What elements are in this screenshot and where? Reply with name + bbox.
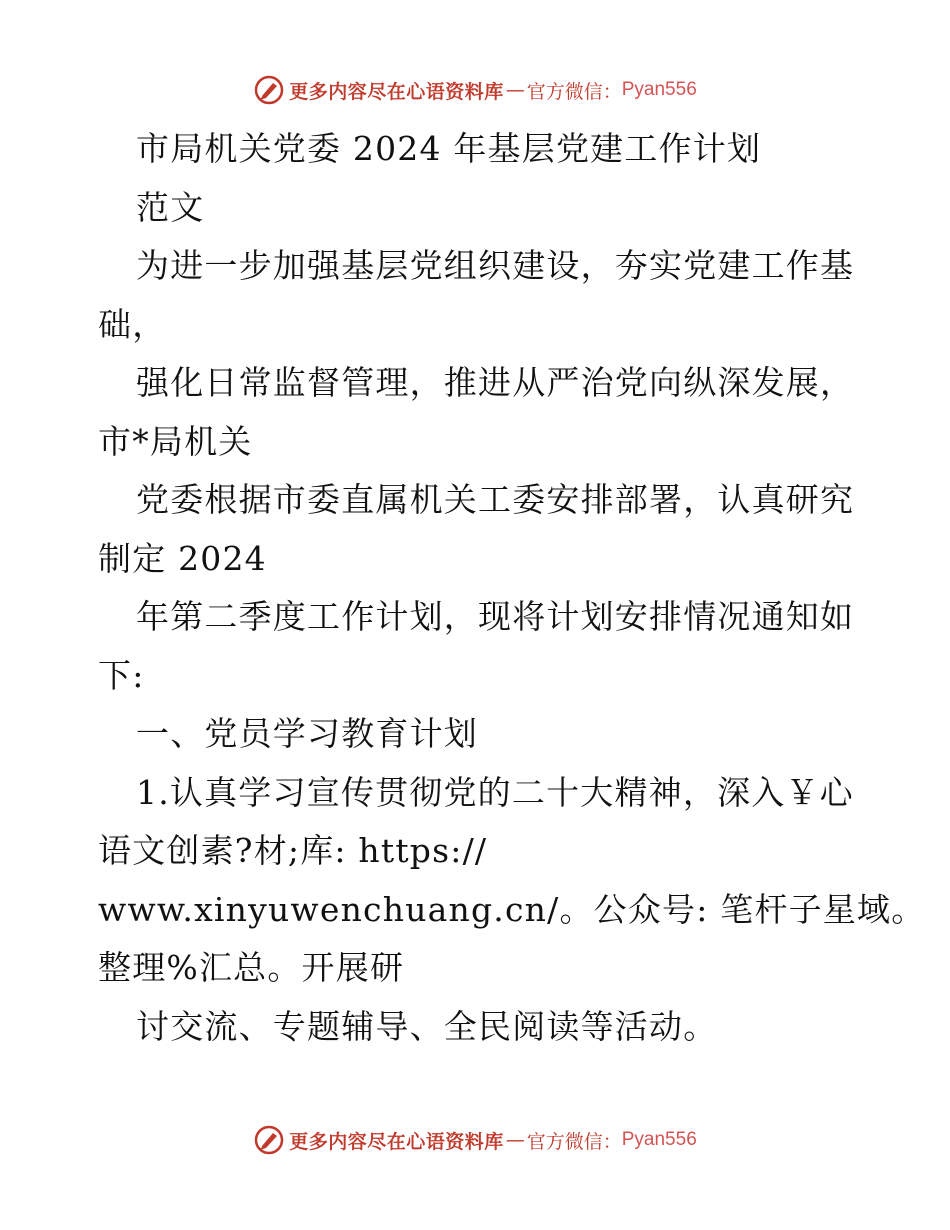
watermark-id: Pyan556 [621,79,697,100]
doc-line: www.xinyuwenchuang.cn/。公众号: 笔杆子星域。 [98,889,926,929]
watermark-header [0,70,950,110]
doc-line: 党委根据市委直属机关工委安排部署，认真研究 [136,480,855,519]
doc-line: 下: [98,655,145,695]
logo-icon [253,74,285,106]
document-body [98,120,926,1056]
watermark-footer [0,1120,950,1160]
doc-line: 强化日常监督管理，推进从严治党向纵深发展， [136,363,855,402]
watermark-id: Pyan556 [621,1129,697,1150]
watermark-label: 官方微信： [526,1130,622,1153]
watermark-label: 官方微信： [526,80,622,103]
doc-line: 整理%汇总。开展研 [98,948,405,987]
doc-line: 础， [98,304,167,344]
doc-line: 讨交流、专题辅导、全民阅读等活动。 [136,1006,718,1046]
doc-line: 范文 [136,187,205,227]
doc-line: 市局机关党委 2024 年基层党建工作计划 [136,129,762,168]
doc-line: 一、党员学习教育计划 [136,714,478,753]
logo-icon [253,1124,285,1156]
doc-line: 制定 2024 [98,538,267,578]
doc-line: 为进一步加强基层党组织建设，夯实党建工作基 [136,246,855,285]
doc-line: 1.认真学习宣传贯彻党的二十大精神，深入￥心 [136,772,854,812]
watermark-main-text: 更多内容尽在心语资料库 [289,80,504,103]
watermark-dash: — [505,79,525,101]
doc-line: 市*局机关 [98,421,253,461]
doc-line: 年第二季度工作计划，现将计划安排情况通知如 [136,597,855,636]
watermark-dash: — [505,1129,525,1151]
doc-line: 语文创素?材;库: https:// [98,831,488,870]
watermark-main-text: 更多内容尽在心语资料库 [289,1130,504,1153]
